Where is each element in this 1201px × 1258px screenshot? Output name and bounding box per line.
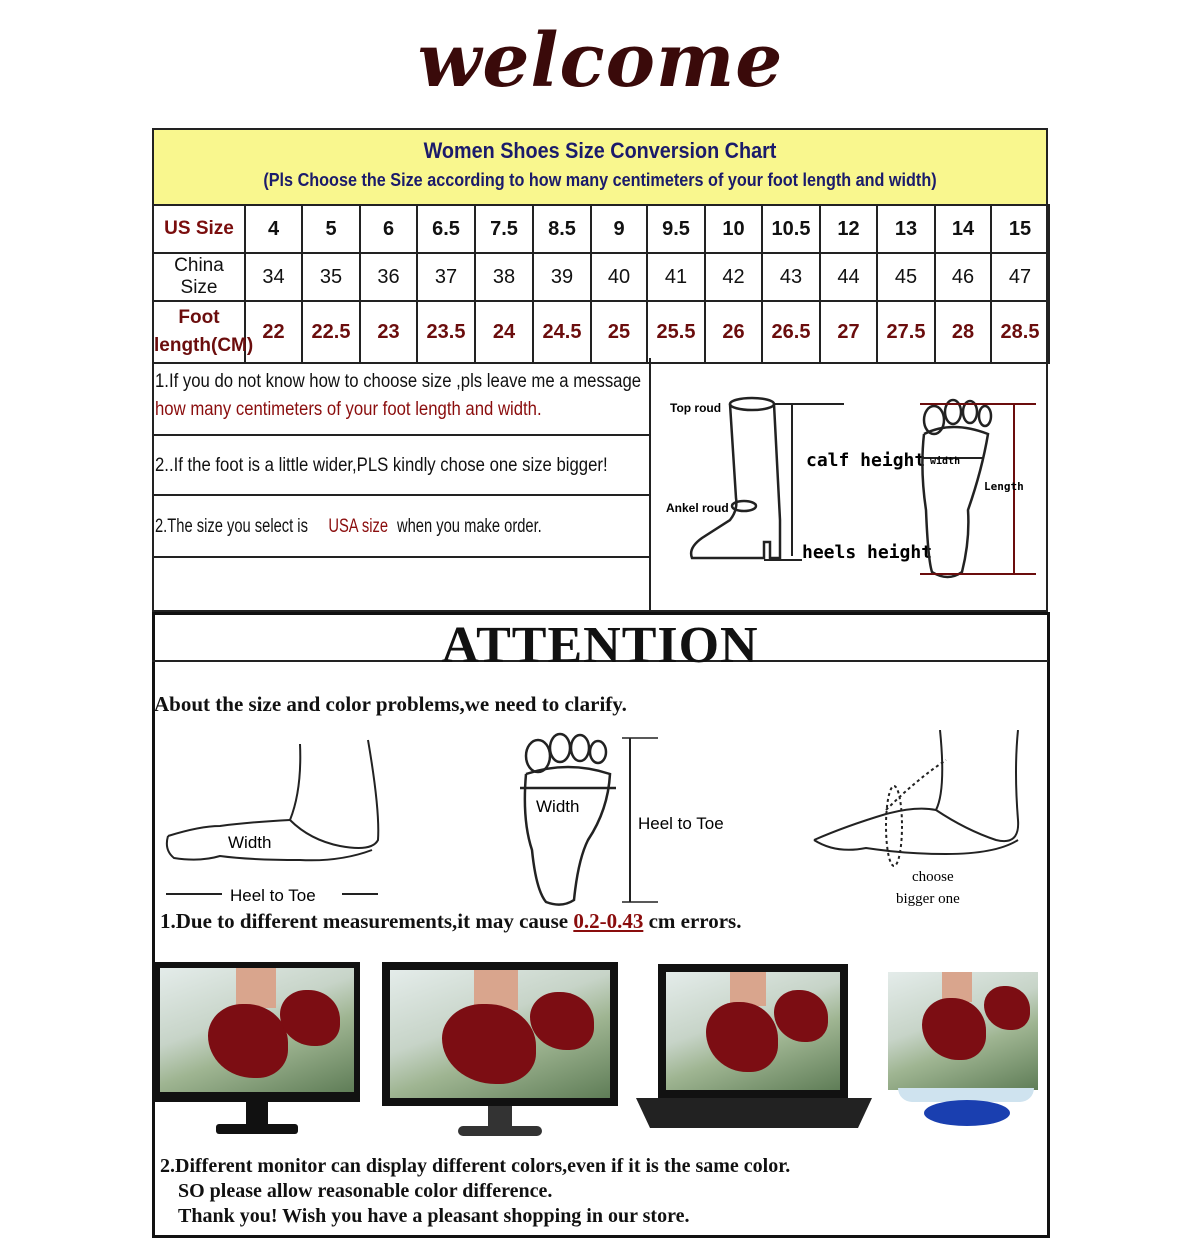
table-cell: 43 (762, 253, 820, 301)
table-cell: 42 (705, 253, 762, 301)
width-label: width (930, 456, 961, 467)
table-cell: 28 (935, 301, 991, 363)
table-cell: 9.5 (647, 205, 705, 253)
note-1 (152, 368, 650, 436)
fig2-width-label: Width (536, 797, 580, 816)
point-1-text-c: cm errors. (643, 909, 742, 933)
note-3 (152, 496, 650, 558)
table-cell: 37 (417, 253, 475, 301)
table-cell: 22.5 (302, 301, 360, 363)
table-cell: 4 (245, 205, 302, 253)
table-cell: 46 (935, 253, 991, 301)
note-2-text: 2..If the foot is a little wider,PLS kindly chose one size bigger! (155, 455, 608, 476)
table-cell: 25.5 (647, 301, 705, 363)
laptop-icon (636, 964, 872, 1134)
calf-height-label: calf height (806, 450, 926, 471)
note-3-usa-size: USA size (328, 516, 389, 537)
table-cell: 25 (591, 301, 647, 363)
table-cell: 23.5 (417, 301, 475, 363)
foot-measure-figures (160, 730, 1040, 910)
attention-point-2 (160, 1154, 790, 1229)
bigger-one-label: bigger one (896, 891, 960, 907)
size-chart-title: Women Shoes Size Conversion Chart (423, 138, 777, 163)
table-cell: 41 (647, 253, 705, 301)
table-cell: 35 (302, 253, 360, 301)
size-chart-header (154, 130, 1046, 204)
table-cell: 47 (991, 253, 1049, 301)
monitor-icon (382, 962, 618, 1142)
boot-icon (691, 398, 780, 558)
table-cell: 12 (820, 205, 877, 253)
foot-side-icon (167, 740, 378, 860)
table-cell: 40 (591, 253, 647, 301)
table-cell: 23 (360, 301, 417, 363)
boot-measure-diagram (652, 360, 1046, 610)
table-cell: 6 (360, 205, 417, 253)
foot-side-icon (814, 730, 1018, 866)
table-cell: 15 (991, 205, 1049, 253)
table-cell: 27 (820, 301, 877, 363)
crt-monitor-icon (886, 972, 1046, 1142)
point-1-text-a: 1.Due to different measurements,it may cause (160, 909, 574, 933)
table-cell: 24 (475, 301, 533, 363)
row-label-length-cm: length(CM) (154, 335, 254, 356)
table-cell: 6.5 (417, 205, 475, 253)
table-cell: 26.5 (762, 301, 820, 363)
table-row-china-size (153, 253, 1049, 301)
note-1-line-2: how many centimeters of your foot length and width. (155, 399, 542, 420)
attention-title: ATTENTION (441, 617, 759, 674)
row-label-china-size: China Size (153, 253, 245, 301)
point-1-error-range: 0.2-0.43 (573, 909, 644, 933)
table-cell: 39 (533, 253, 591, 301)
footprint-icon (520, 734, 616, 905)
table-cell: 7.5 (475, 205, 533, 253)
ankel-roud-label: Ankel roud (666, 501, 729, 515)
table-cell: 36 (360, 253, 417, 301)
note-3-text-a: 2.The size you select is (155, 516, 308, 537)
table-cell: 44 (820, 253, 877, 301)
note-1-line-1: 1.If you do not know how to choose size ,pls leave me a message (155, 371, 642, 392)
size-table (152, 204, 1050, 364)
table-cell: 45 (877, 253, 935, 301)
attention-intro: About the size and color problems,we need to clarify. (154, 692, 627, 716)
attention-point-1 (160, 909, 741, 934)
choose-label: choose (912, 869, 954, 885)
row-label-foot-length (153, 301, 254, 363)
row-label-us-size: US Size (153, 205, 245, 253)
table-row-foot-length (153, 301, 1049, 363)
size-chart-subtitle: (Pls Choose the Size according to how many centimeters of your foot length and width) (263, 170, 937, 190)
table-cell: 14 (935, 205, 991, 253)
fig1-heel-to-toe-label: Heel to Toe (230, 886, 316, 905)
table-cell: 28.5 (991, 301, 1049, 363)
welcome-heading: welcome (417, 18, 784, 104)
table-cell: 10.5 (762, 205, 820, 253)
fig2-heel-to-toe-label: Heel to Toe (638, 814, 724, 833)
length-label: Length (984, 480, 1024, 493)
table-cell: 27.5 (877, 301, 935, 363)
table-cell: 10 (705, 205, 762, 253)
table-cell: 24.5 (533, 301, 591, 363)
table-cell: 13 (877, 205, 935, 253)
monitor-icon (154, 962, 360, 1142)
table-cell: 5 (302, 205, 360, 253)
table-cell: 9 (591, 205, 647, 253)
table-cell: 38 (475, 253, 533, 301)
table-cell: 26 (705, 301, 762, 363)
point-2-line-1: 2.Different monitor can display different colors,even if it is the same color. (160, 1155, 791, 1177)
table-cell: 22 (245, 301, 302, 363)
heels-height-label: heels height (802, 542, 933, 563)
point-2-line-3: Thank you! Wish you have a pleasant shopping in our store. (178, 1205, 690, 1227)
fig1-width-label: Width (228, 833, 272, 852)
note-3-text-c: when you make order. (396, 516, 542, 537)
table-cell: 8.5 (533, 205, 591, 253)
top-roud-label: Top roud (670, 401, 722, 415)
point-2-line-2: SO please allow reasonable color difference. (178, 1180, 553, 1202)
table-cell: 34 (245, 253, 302, 301)
row-label-foot: Foot (178, 307, 220, 328)
table-row-us-size (153, 205, 1049, 253)
note-2 (152, 436, 650, 496)
footprint-icon (922, 400, 991, 577)
